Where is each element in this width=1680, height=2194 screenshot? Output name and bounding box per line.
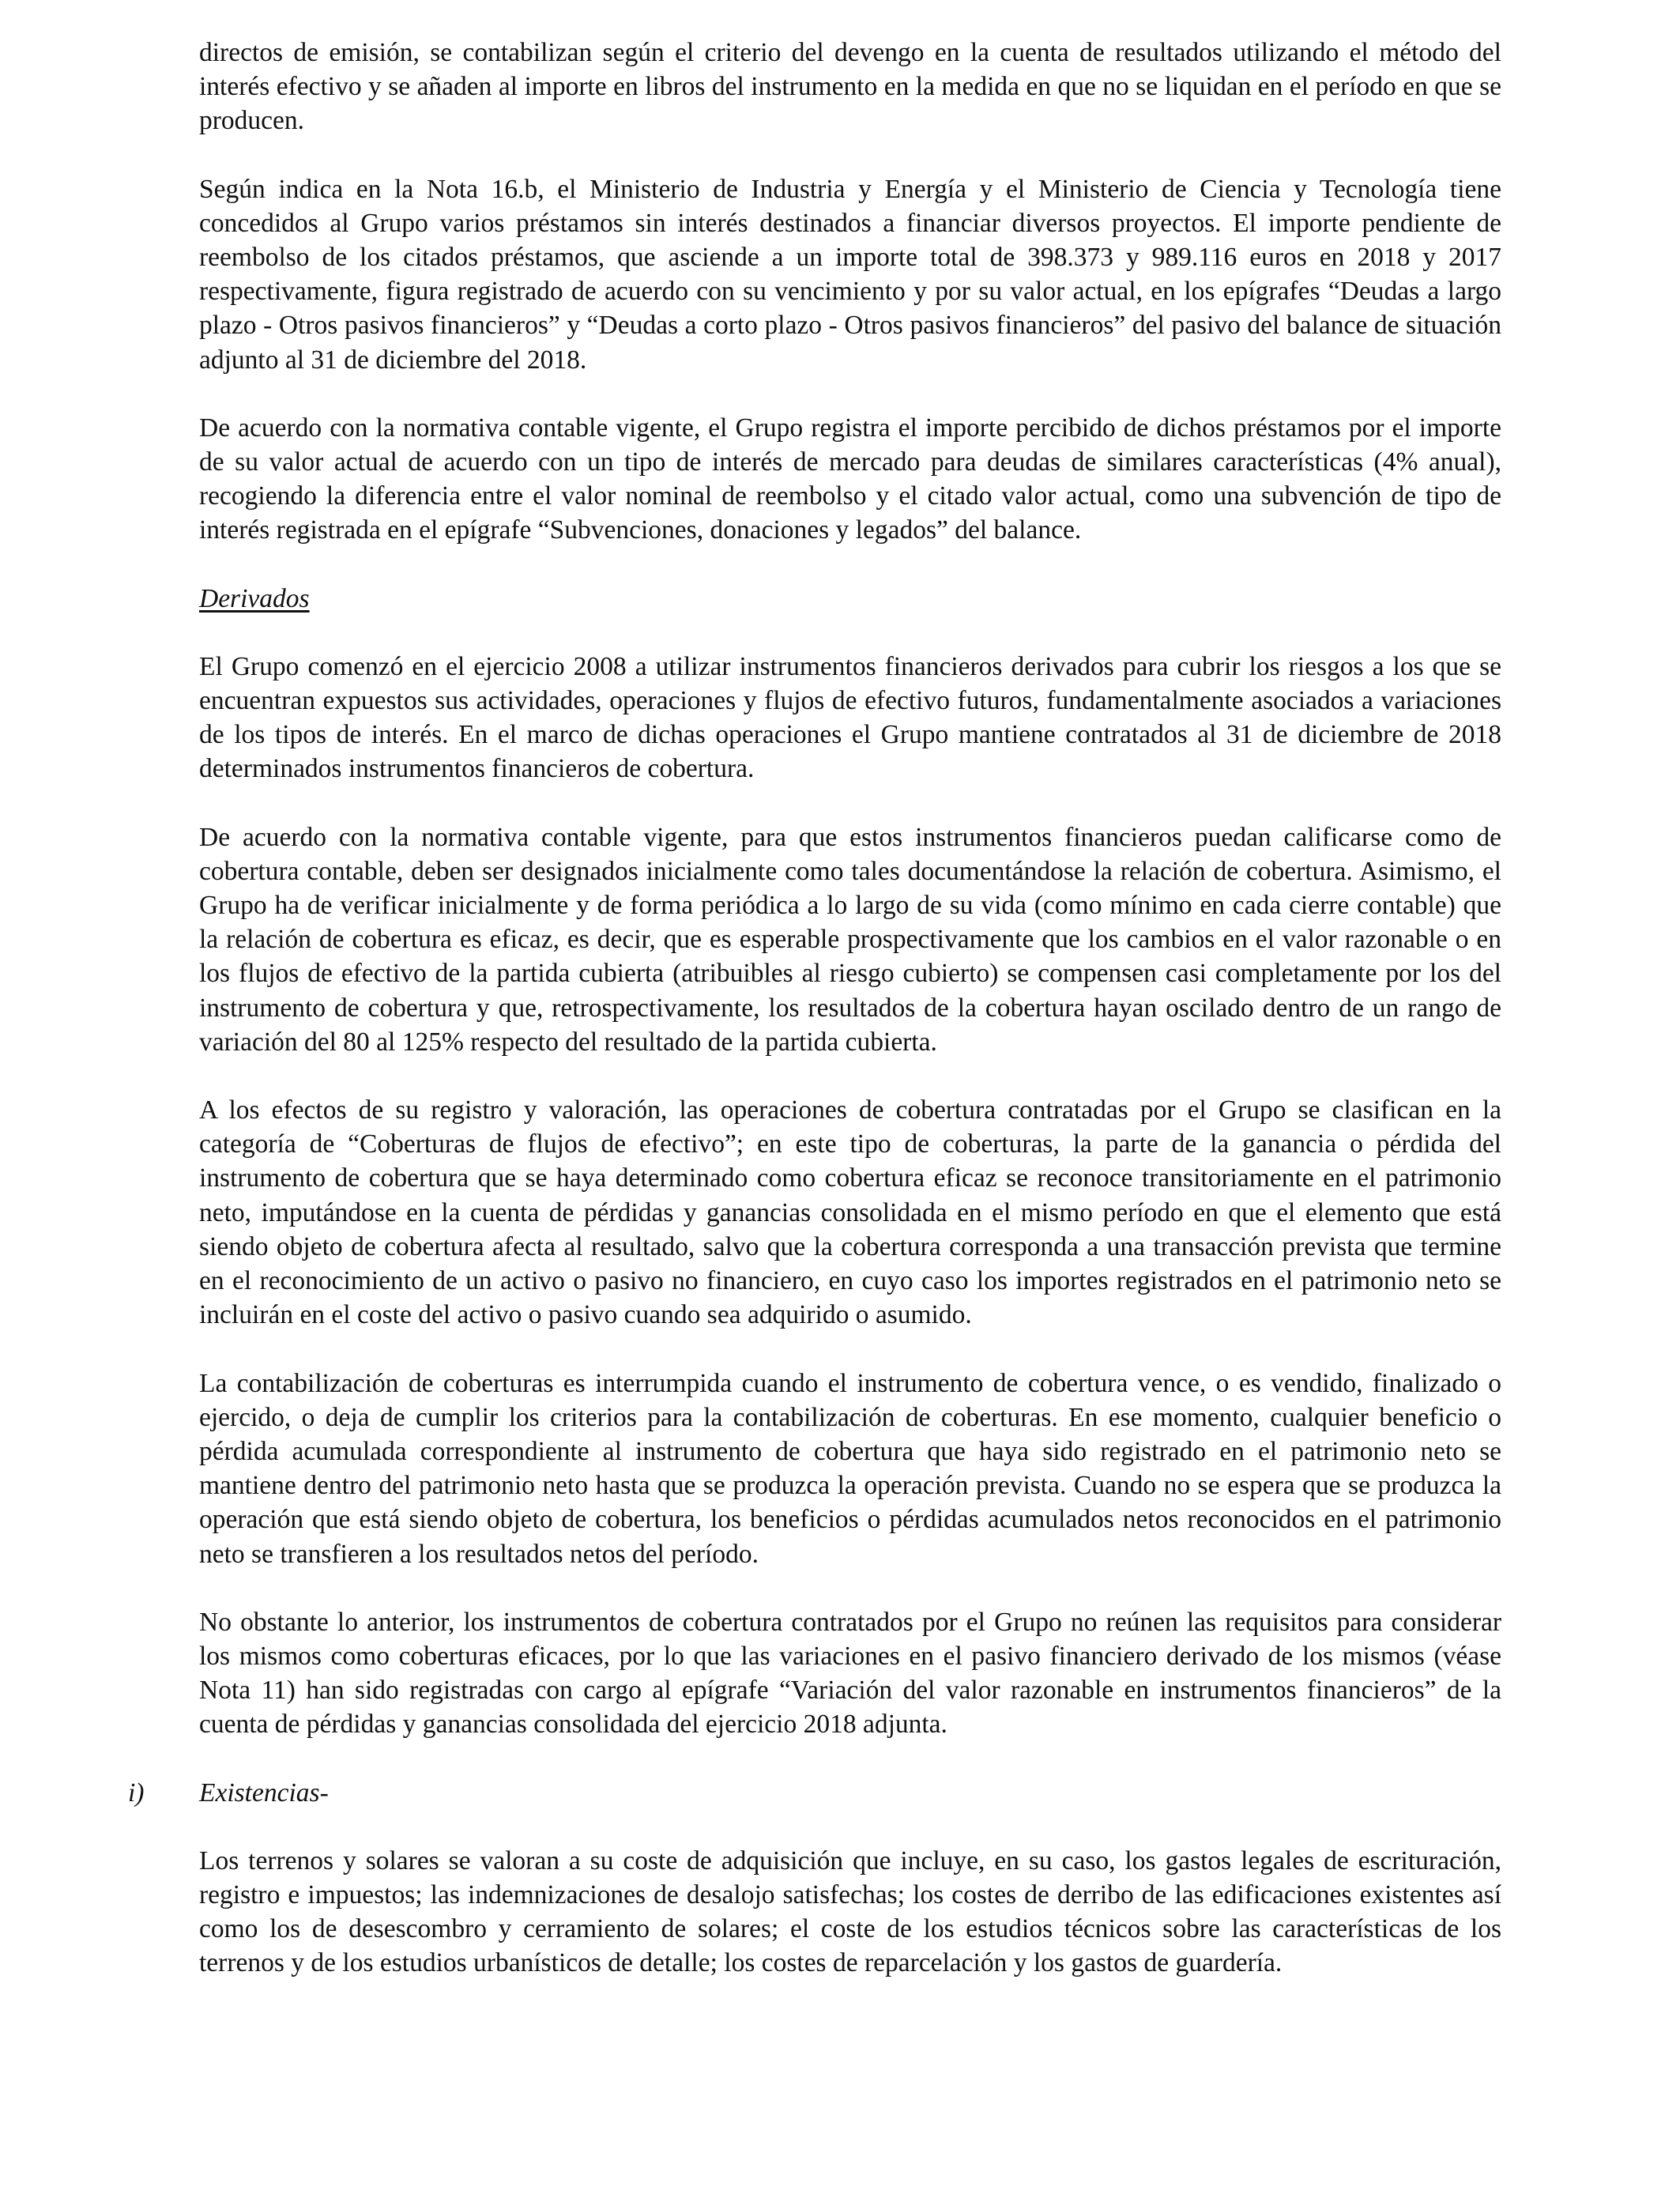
paragraph-gap [199,786,1501,820]
paragraph-derivados-intro: El Grupo comenzó en el ejercicio 2008 a utilizar instrumentos financieros derivados para cubrir los riesgos a los que se encuentran expuestos sus actividades, operaciones y flujos de efectivo futuros, fundamentalmente asociados a variaciones de los tipos de interés. En el marco de dichas operaciones el Grupo mantiene contratados al 31 de diciembre de 2018 determinados instrumentos financieros de cobertura. [199,651,1501,784]
paragraph-land-valuation: Los terrenos y solares se valoran a su coste de adquisición que incluye, en su caso, los gastos legales de escrituración, registro e impuestos; las indemnizaciones de desalojo satisfechas; los costes de derribo de las edificaciones existentes así como los de desescombro y cerramiento de solares; el coste de los estudios técnicos sobre las características de los terrenos y de los estudios urbanísticos de detalle; los costes de reparcelación y los gastos de guardería. [199,1845,1501,1978]
paragraph-interest-method: directos de emisión, se contabilizan según el criterio del devengo en la cuenta de resultados utilizando el método del interés efectivo y se añaden al importe en libros del instrumento en la medida en que no se liquidan en el período en que se producen. [199,38,1501,136]
paragraph-gap [199,1333,1501,1367]
paragraph-hedge-discontinuation: La contabilización de coberturas es interrumpida cuando el instrumento de cobertura vence, o es vendido, finalizado o ejercido, o deja de cumplir los criterios para la contabilización de coberturas. En ese momento, cualquier beneficio o pérdida acumulada correspondiente al instrumento de cobertura que haya sido registrado en el patrimonio neto se mantiene dentro del patrimonio neto hasta que se produzca la operación prevista. Cuando no se espera que se produzca la operación que está siendo objeto de cobertura, los beneficios o pérdidas acumulados netos reconocidos en el patrimonio neto se transfieren a los resultados netos del período. [199,1368,1501,1569]
paragraph-present-value: De acuerdo con la normativa contable vigente, el Grupo registra el importe percibido de dichos préstamos por el importe de su valor actual de acuerdo con un tipo de interés de mercado para deudas de similares características (4% anual), recogiendo la diferencia entre el valor nominal de reembolso y el citado valor actual, como una subvención de tipo de interés registrada en el epígrafe “Subvenciones, donaciones y legados” del balance. [199,413,1501,545]
paragraph-gap [199,1059,1501,1093]
paragraph-gap [199,1571,1501,1605]
section-title: Existencias- [199,1777,329,1808]
section-marker: i) [128,1777,145,1808]
paragraph-gap [199,1810,1501,1844]
paragraph-ministry-loans: Según indica en la Nota 16.b, el Ministerio de Industria y Energía y el Ministerio de Ciencia y Tecnología tiene concedidos al Grupo varios préstamos sin interés destinados a financiar diversos proyectos. El importe pendiente de reembolso de los citados préstamos, que asciende a un importe total de 398.373 y 989.116 euros en 2018 y 2017 respectivamente, figura registrado de acuerdo con su vencimiento y por su valor actual, en los epígrafes “Deudas a largo plazo - Otros pasivos financieros” y “Deudas a corto plazo - Otros pasivos financieros” del pasivo del balance de situación adjunto al 31 de diciembre del 2018. [199,174,1501,375]
paragraph-gap [199,138,1501,172]
section-heading-existencias [128,1776,1501,1810]
paragraph-cash-flow-hedges: A los efectos de su registro y valoración, las operaciones de cobertura contratadas por el Grupo se clasifican en la categoría de “Coberturas de flujos de efectivo”; en este tipo de coberturas, la parte de la ganancia o pérdida del instrumento de cobertura que se haya determinado como cobertura eficaz se reconoce transitoriamente en el patrimonio neto, imputándose en la cuenta de pérdidas y ganancias consolidada en el mismo período en que el elemento que está siendo objeto de cobertura afecta al resultado, salvo que la cobertura corresponda a una transacción prevista que termine en el reconocimiento de un activo o pasivo no financiero, en cuyo caso los importes registrados en el patrimonio neto se incluirán en el coste del activo o pasivo cuando sea adquirido o asumido. [199,1095,1501,1330]
paragraph-gap [199,1742,1501,1776]
document-page [128,36,1501,1981]
paragraph-gap [199,616,1501,650]
subheading-derivados: Derivados [199,583,310,613]
paragraph-gap [199,377,1501,411]
paragraph-ineffective-hedges: No obstante lo anterior, los instrumentos de cobertura contratados por el Grupo no reúnen las requisitos para considerar los mismos como coberturas eficaces, por lo que las variaciones en el pasivo financiero derivado de los mismos (véase Nota 11) han sido registradas con cargo al epígrafe “Variación del valor razonable en instrumentos financieros” de la cuenta de pérdidas y ganancias consolidada del ejercicio 2018 adjunta. [199,1607,1501,1740]
paragraph-hedge-accounting: De acuerdo con la normativa contable vigente, para que estos instrumentos financieros puedan calificarse como de cobertura contable, deben ser designados inicialmente como tales documentándose la relación de cobertura. Asimismo, el Grupo ha de verificar inicialmente y de forma periódica a lo largo de su vida (como mínimo en cada cierre contable) que la relación de cobertura es eficaz, es decir, que es esperable prospectivamente que los cambios en el valor razonable o en los flujos de efectivo de la partida cubierta (atribuibles al riesgo cubierto) se compensen casi completamente por los del instrumento de cobertura y que, retrospectivamente, los resultados de la cobertura hayan oscilado dentro de un rango de variación del 80 al 125% respecto del resultado de la partida cubierta. [199,822,1501,1057]
paragraph-gap [199,548,1501,582]
